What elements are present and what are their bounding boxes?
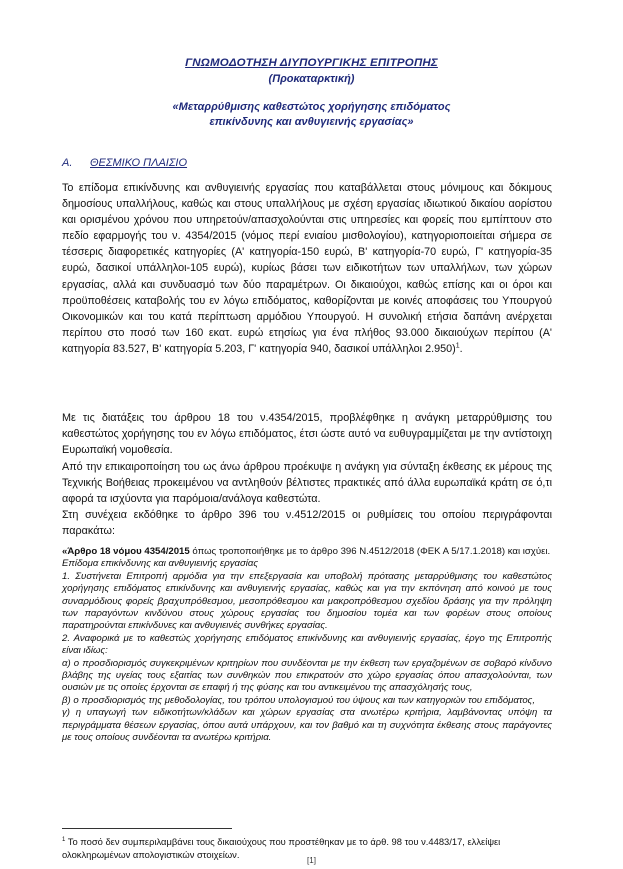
quote-heading: Επίδομα επικίνδυνης και ανθυγιεινής εργασίας — [62, 558, 259, 570]
document-title: ΓΝΩΜΟΔΟΤΗΣΗ ΔΙΥΠΟΥΡΓΙΚΗΣ ΕΠΙΤΡΟΠΗΣ — [185, 57, 438, 69]
quote-item-1: 1. Συστήνεται Επιτροπή αρμόδια για την επεξεργασία και υποβολή πρότασης μεταρρύθμισης του καθεστώτος χορήγησης επιδόματος επικίνδυνης και ανθυγιεινής εργασίας, καθώς και για την εκπόνηση από κοινού με τους συναρμόδιους φορείς βραχυπρόθεσμου, μεσοπρόθεσμου και μακροπρόθεσμου σχεδίου δράσης για την πρόληψη των παραγόντων κινδύνου στους χώρους εργασίας του δημοσίου τομέα και των φορέων στους οποίους παρατηρούνται επικίνδυνες και ανθυγιεινές συνθήκες εργασίας. — [62, 570, 552, 632]
quote-item-2b: β) ο προσδιορισμός της μεθοδολογίας, του τρόπου υπολογισμού του ύψους και των κατηγοριών του επιδόματος, — [62, 694, 536, 706]
page-number: [1] — [307, 856, 316, 865]
footnote-mark: 1 — [62, 837, 66, 843]
quote-article-title: «Άρθρο 18 νόμου 4354/2015 — [62, 546, 190, 557]
law-quote — [62, 546, 552, 745]
section-label: ΘΕΣΜΙΚΟ ΠΛΑΙΣΙΟ — [90, 157, 188, 169]
topic-line-2: επικίνδυνης και ανθυγιεινής εργασίας» — [209, 116, 414, 128]
footnote-ref: 1 — [455, 342, 460, 350]
paragraph-2: Με τις διατάξεις του άρθρου 18 του ν.4354/2015, προβλέφθηκε η ανάγκη μεταρρύθμισης του καθεστώτος χορήγησης του εν λόγω επιδόματος, έτσι ώστε αυτό να ευθυγραμμίζεται με την αντίστοιχη Ευρωπαϊκή νομοθεσία. — [62, 412, 552, 457]
paragraph-1 — [62, 180, 552, 357]
quote-item-2c: γ) η υπαγωγή των ειδικοτήτων/κλάδων και χώρων εργασίας στα ανωτέρω κριτήρια, λαμβάνοντας υπόψη τα περιγράμματα θέσεων εργασίας, όπου αυτά υπάρχουν, και τον βαθμό και τη συχνότητα έκθεσης στους παράγοντες με τους οποίους συνδέονται τα ανωτέρω κριτήρια. — [62, 707, 552, 744]
quote-item-2: 2. Αναφορικά με το καθεστώς χορήγησης επιδόματος επικίνδυνης και ανθυγιεινής εργασίας, έργο της Επιτροπής είναι ιδίως: — [62, 632, 552, 657]
section-number: Α. — [62, 157, 73, 169]
quote-intro — [62, 546, 552, 558]
paragraph-1-end: . — [459, 342, 463, 355]
section-heading — [62, 157, 187, 169]
footnote-text: Το ποσό δεν συμπεριλαμβάνει τους δικαιούχους που προστέθηκαν με το άρθ. 98 του ν.4483/17, ελλείψει ολοκληρωμένων απολογιστικών στοιχείων. — [62, 836, 501, 860]
topic-line-1: «Μεταρρύθμισης καθεστώτος χορήγησης επιδόματος — [172, 101, 451, 113]
paragraph-3: Από την επικαιροποίηση του ως άνω άρθρου προέκυψε η ανάγκη για σύνταξη έκθεσης εκ μέρους της Τεχνικής Βοήθειας προκειμένου να αντληθούν βέλτιστες πρακτικές από άλλα ευρωπαϊκά κράτη σε ό,τι αφορά τα ισχύοντα για παρόμοια/ανάλογα καθεστώτα. — [62, 461, 552, 506]
quote-intro-rest: όπως τροποποιήθηκε με το άρθρο 396 Ν.4512/2018 (ΦΕΚ Α 5/17.1.2018) και ισχύει. — [189, 546, 551, 557]
document-subtitle: (Προκαταρκτική) — [268, 73, 355, 85]
paragraph-4: Στη συνέχεια εκδόθηκε το άρθρο 396 του ν.4512/2015 οι ρυθμίσεις του οποίου περιγράφονται παρακάτω: — [62, 509, 552, 538]
footnote-divider — [62, 828, 232, 829]
paragraph-1-text: Το επίδομα επικίνδυνης και ανθυγιεινής εργασίας που καταβάλλεται στους μόνιμους και δόκιμους δημοσίους υπαλλήλους, καθώς και στους υπαλλήλους με σχέση εργασίας ιδιωτικού δικαίου αορίστου και ορισμένου χρόνου που υπηρετούν/απασχολούνται στις υπηρεσίες και φορείς που εμπίπτουν στο πεδίο εφαρμογής του ν. 4354/2015 (νόμος περί ενιαίου μισθολογίου), κατηγοριοποιείται σήμερα σε τέσσερις διαφορετικές κατηγορίες (Α' κατηγορία-150 ευρώ, Β' κατηγορία-70 ευρώ, Γ' κατηγορία-35 ευρώ, δασικοί υπάλληλοι-105 ευρώ), κυρίως βάσει των ειδικοτήτων των υπαλλήλων, των χώρων εργασίας, αλλά και συνδυασμό των δύο παραμέτρων. Οι δικαιούχοι, καθώς επίσης και οι όροι και προϋποθέσεις καταβολής του εν λόγω επιδόματος, καθορίζονται με κοινές αποφάσεις του Υπουργού Οικονομικών και του κατά περίπτωση αρμόδιου Υπουργού. Η συνολική ετήσια δαπάνη ανέρχεται περίπου στο ποσό των 160 εκατ. ευρώ ετησίως για ένα πλήθος 93.000 δικαιούχων περίπου (Α' κατηγορία 83.527, Β' κατηγορία 5.203, Γ' κατηγορία 940, δασικοί υπάλληλοι 2.950) — [62, 182, 552, 355]
quote-item-2a: α) ο προσδιορισμός συγκεκριμένων κριτηρίων που συνδέονται με την έκθεση των εργαζομένων σε σοβαρό κίνδυνο βλάβης της υγείας τους εξαιτίας των συνθηκών που επικρατούν στο χώρο εργασίας όπου απασχολούνται, των ουσιών με τις οποίες έρχονται σε επαφή ή της φύσης και του αντικειμένου της απασχόλησής τους, — [62, 657, 552, 694]
